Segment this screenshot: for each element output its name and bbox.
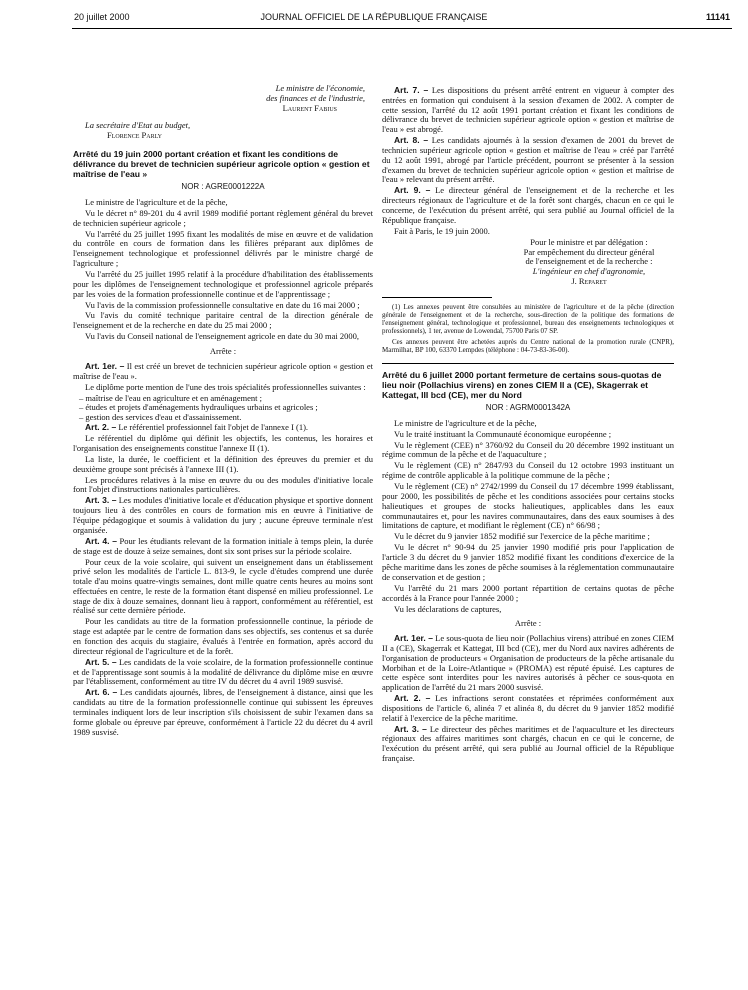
arrete-word-2: Arrête : — [514, 618, 542, 629]
article-text: Le directeur général de l'enseignement et de la recherche et les directeurs régionaux de l'agriculture et de la forêt sont chargés, chacun en ce qui le concerne, de l'exécution du présent arrêté, qui sera publié au Journal officiel de la République française. — [382, 185, 674, 225]
visa-line: Le ministre de l'agriculture et de la pêche, — [85, 196, 228, 207]
article-label: Art. 9. – — [394, 185, 431, 196]
article-text: Les infractions seront constatées et réprimées conformément aux dispositions de l'article 6, alinéa 7 et alinéa 8, du décret du 9 janvier 1852 modifié relatif à l'exercice de la pêche maritime. — [382, 693, 674, 723]
article-text: Il est créé un brevet de technicien supérieur agricole option « gestion et maîtrise de l'eau ». — [73, 360, 373, 381]
arrete-word: Arrête : — [209, 346, 237, 357]
article-4-para: Pour ceux de la voie scolaire, qui suivent un enseignement dans un établissement privé selon les modalités de l'article L. 813-9, le cycle d'études comprend une durée totale d'au moins quatre-vingts semaines, dont mille quatre cents heures au moins sont effectuées en centre, le reste de la formation étant dispensé en milieu professionnel. Le stage de dix à douze semaines, donnant lieu à rapport, conformément au référentiel, est réalisé sur cette dernière période. — [73, 556, 373, 616]
signature-secretary-name: Florence Parly — [107, 130, 162, 141]
article-text: Le sous-quota de lieu noir (Pollachius virens) attribué en zones CIEM II a (CE), Skagerrak et Kattegat, III bcd (CE), mer du Nord aux navires adhérents de l'organisation de producteurs « Organisation de producteurs de la pêche artisanale du Morbihan et de la Loire-Atlantique » (PROMA) est réputé épuisé. Les captures de cette espèce sont interdites pour les navires autorisés à pêcher ce sous-quota en application de l'arrêté du 21 mars 2000 susvisé. — [382, 633, 674, 693]
article-3 — [73, 496, 373, 535]
article-7 — [382, 86, 674, 135]
signature-name: J. Reparet — [571, 275, 607, 286]
article-label: Art. 2. – — [394, 693, 431, 704]
article-text: Le référentiel professionnel fait l'objet de l'annexe I (1). — [116, 422, 309, 433]
article-1b — [382, 634, 674, 693]
article-2-para: Les procédures relatives à la mise en œuvre du ou des modules d'initiative locale font l'objet d'instructions nationales particulières. — [73, 474, 373, 495]
article-text: Les candidats ajournés à la session d'examen de 2001 du brevet de technicien supérieur agricole option « gestion et maîtrise de l'eau » créé par l'arrêté du 12 août 1991, abrogé par l'article précédent, pourront se présenter à la session d'examen du brevet de technicien supérieur agricole option « gestion et maîtrise de l'eau » relevant du présent arrêté. — [382, 135, 674, 185]
article-2-para: Le référentiel du diplôme qui définit les objectifs, les contenus, les horaires et l'organisation des enseignements constitue l'annexe II (1). — [73, 433, 373, 453]
signature-minister-line1: Le ministre de l'économie, — [275, 83, 365, 93]
article-9 — [382, 186, 674, 225]
signature-minister-line2: des finances et de l'industrie, — [266, 92, 365, 103]
article-1-para: Le diplôme porte mention de l'une des trois spécialités professionnelles suivantes : — [85, 381, 366, 392]
footnote: Ces annexes peuvent être achetées auprès du Centre national de la promotion rurale (CNPR), Marmilhat, BP 100, 63370 Lempdes (téléphone : 04-73-83-36-00). — [382, 337, 674, 354]
arrete-title-2: Arrêté du 6 juillet 2000 portant fermeture de certains sous-quotas de lieu noir (Pollachius virens) en zones CIEM II a (CE), Skagerrak et Kattegat, III bcd (CE), mer du Nord — [382, 369, 662, 400]
article-2 — [73, 423, 373, 433]
article-8 — [382, 136, 674, 185]
article-text: Le directeur des pêches maritimes et de l'aquaculture et les directeurs régionaux des affaires maritimes sont chargés, chacun en ce qui le concerne, de l'exécution du présent arrêté, qui sera publié au Journal officiel de la République française. — [382, 723, 674, 764]
article-6 — [73, 688, 373, 737]
visa-line: Vu l'avis de la commission professionnelle consultative en date du 16 mai 2000 ; — [85, 299, 360, 310]
page-number: 11141 — [705, 12, 730, 22]
visa-line: Vu le règlement (CEE) n° 3760/92 du Conseil du 20 décembre 1992 instituant un régime commun de la pêche et de l'aquaculture ; — [382, 439, 674, 460]
signature-line: Pour le ministre et par délégation : — [530, 236, 648, 247]
article-label: Art. 7. – — [394, 85, 429, 95]
list-item: – études et projets d'aménagements hydrauliques urbains et agricoles ; — [79, 402, 318, 413]
journal-title: JOURNAL OFFICIEL DE LA RÉPUBLIQUE FRANÇAISE — [260, 12, 488, 22]
signature-secretary-title: La secrétaire d'Etat au budget, — [85, 120, 191, 131]
signature-line: de l'enseignement et de la recherche : — [525, 256, 653, 267]
article-5 — [73, 658, 373, 687]
visa-line: Vu les déclarations de captures, — [394, 603, 502, 614]
fait-line: Fait à Paris, le 19 juin 2000. — [394, 225, 490, 236]
visa-line: Vu l'arrêté du 25 juillet 1995 relatif à la procédure d'habilitation des établissements pour les diplômes de l'enseignement technologique et professionnel agricole préparés par les voies de la formation professionnelle continue et de l'apprentissage ; — [73, 268, 373, 299]
signature-role: L'ingénieur en chef d'agronomie, — [532, 266, 646, 277]
article-label: Art. 5. – — [85, 656, 117, 667]
right-column — [382, 86, 674, 765]
article-text: Pour les étudiants relevant de la formation initiale à temps plein, la durée de stage est de douze à seize semaines, dont six sont prises sur la période scolaire. — [73, 535, 373, 556]
article-3b — [382, 725, 674, 764]
visa-line: Le ministre de l'agriculture et de la pêche, — [394, 417, 537, 428]
footnote-rule — [382, 297, 492, 298]
article-text: Les dispositions du présent arrêté entrent en vigueur à compter des entrées en formation qui conduisent à la session d'examen de 2002. A compter de cette session, l'arrêté du 12 août 1991 portant création et fixant les conditions de délivrance du brevet de technicien supérieur agricole option « gestion et maîtrise de l'eau » est abrogé. — [382, 85, 674, 135]
visa-line: Vu le décret n° 89-201 du 4 avril 1989 modifié portant règlement général du brevet de technicien supérieur agricole ; — [73, 207, 373, 228]
left-column — [73, 84, 373, 739]
article-2b — [382, 694, 674, 723]
footnote: (1) Les annexes peuvent être consultées au ministère de l'agriculture et de la pêche (direction générale de l'enseignement et de la recherche, sous-direction de la politique des formations de l'enseignement général, technologique et professionnel, bureau des enseignements technologiques et professionnels), 1 ter, avenue de Lowendal, 75700 Paris 07 SP. — [382, 302, 674, 336]
article-label: Art. 8. – — [394, 135, 429, 146]
signature-minister-name: Laurent Fabius — [282, 102, 337, 113]
article-label: Art. 6. – — [85, 687, 118, 698]
visa-line: Vu l'avis du Conseil national de l'enseignement agricole en date du 30 mai 2000, — [85, 331, 360, 342]
list-item: – maîtrise de l'eau en agriculture et en aménagement ; — [79, 392, 263, 403]
article-label: Art. 4. – — [85, 535, 117, 546]
article-text: Les modules d'initiative locale et d'éducation physique et sportive donnent toujours lieu à des contrôles en cours de formation mis en œuvre à l'initiative de l'équipe pédagogique et soumis à validation du jury ; aucune épreuve terminale n'est organisée. — [73, 495, 373, 535]
article-label: Art. 2. – — [85, 422, 117, 433]
visa-line: Vu le règlement (CE) n° 2847/93 du Conseil du 12 octobre 1993 instituant un régime de contrôle applicable à la politique commune de la pêche ; — [382, 460, 674, 481]
header-rule — [72, 28, 732, 29]
signature-line: Par empêchement du directeur général — [523, 246, 655, 257]
visa-line: Vu l'arrêté du 21 mars 2000 portant répartition de certains quotas de pêche accordés à la France pour l'année 2000 ; — [382, 582, 674, 603]
article-text: Les candidats de la voie scolaire, de la formation professionnelle continue et de l'apprentissage sont soumis à la modalité de délivrance du diplôme mise en œuvre par l'établissement, conformément au titre IV du décret du 4 avril 1989 susvisé. — [73, 656, 373, 687]
nor-reference-2: NOR : AGRM0001342A — [485, 402, 571, 412]
article-4-para: Pour les candidats au titre de la formation professionnelle continue, la période de stage est adaptée par le centre de formation dans ses objectifs, ses contenus et sa durée en fonction des acquis du stagiaire, évalués à l'entrée en formation, après accord du directeur régional de l'agriculture et de la forêt. — [73, 616, 373, 656]
section-separator — [382, 363, 674, 364]
specialty-list — [73, 394, 373, 423]
article-2-para: La liste, la durée, le coefficient et la définition des épreuves du premier et du deuxième groupe sont précisés à l'annexe III (1). — [73, 453, 373, 474]
article-label: Art. 1er. – — [394, 633, 433, 644]
arrete-title: Arrêté du 19 juin 2000 portant création et fixant les conditions de délivrance du brevet de technicien supérieur agricole option « gestion et maîtrise de l'eau » — [73, 148, 370, 179]
visa-line: Vu l'avis du comité technique paritaire central de la direction générale de l'enseignement et de la recherche en date du 25 mai 2000 ; — [73, 310, 373, 331]
visa-line: Vu le décret du 9 janvier 1852 modifié sur l'exercice de la pêche maritime ; — [394, 531, 650, 542]
nor-reference: NOR : AGRE0001222A — [181, 181, 265, 191]
article-label: Art. 3. – — [85, 495, 117, 506]
article-4 — [73, 537, 373, 557]
article-label: Art. 3. – — [394, 723, 427, 734]
page-header — [0, 12, 748, 26]
header-date: 20 juillet 2000 — [74, 12, 130, 22]
visa-line: Vu l'arrêté du 25 juillet 1995 fixant les modalités de mise en œuvre et de validation du contrôle en cours de formation dans les filières préparant aux diplômes de l'enseignement technologique et professionnel délivrés par le ministre chargé de l'agriculture ; — [73, 228, 373, 268]
visa-line: Vu le décret n° 90-94 du 25 janvier 1990 modifié pris pour l'application de l'article 3 du décret du 9 janvier 1852 modifié fixant les conditions d'exercice de la pêche maritime dans les zones de pêche soumises à la réglementation communautaire de conservation et de gestion ; — [382, 542, 674, 582]
visa-line: Vu le traité instituant la Communauté économique européenne ; — [394, 428, 612, 439]
article-text: Les candidats ajournés, libres, de l'enseignement à distance, ainsi que les candidats au titre de la formation professionnelle continue qui subissent les épreuves terminales indiquent lors de leur inscription s'ils choisissent de subir l'examen dans sa forme globale ou épreuve par épreuve, conformément à l'article 22 du décret du 4 avril 1989 susvisé. — [73, 687, 373, 737]
visa-line: Vu le règlement (CE) n° 2742/1999 du Conseil du 17 décembre 1999 établissant, pour 2000, les possibilités de pêche et les conditions associées pour certains stocks halieutiques et groupes de stocks halieutiques, applicables dans les eaux communautaires et, pour les navires communautaires, dans des eaux soumises à des limitations de capture, et modifiant le règlement (CE) n° 66/98 ; — [382, 481, 674, 531]
list-item: – gestion des services d'eau et d'assainissement. — [79, 412, 242, 423]
article-label: Art. 1er. – — [85, 360, 125, 371]
article-1 — [73, 362, 373, 382]
